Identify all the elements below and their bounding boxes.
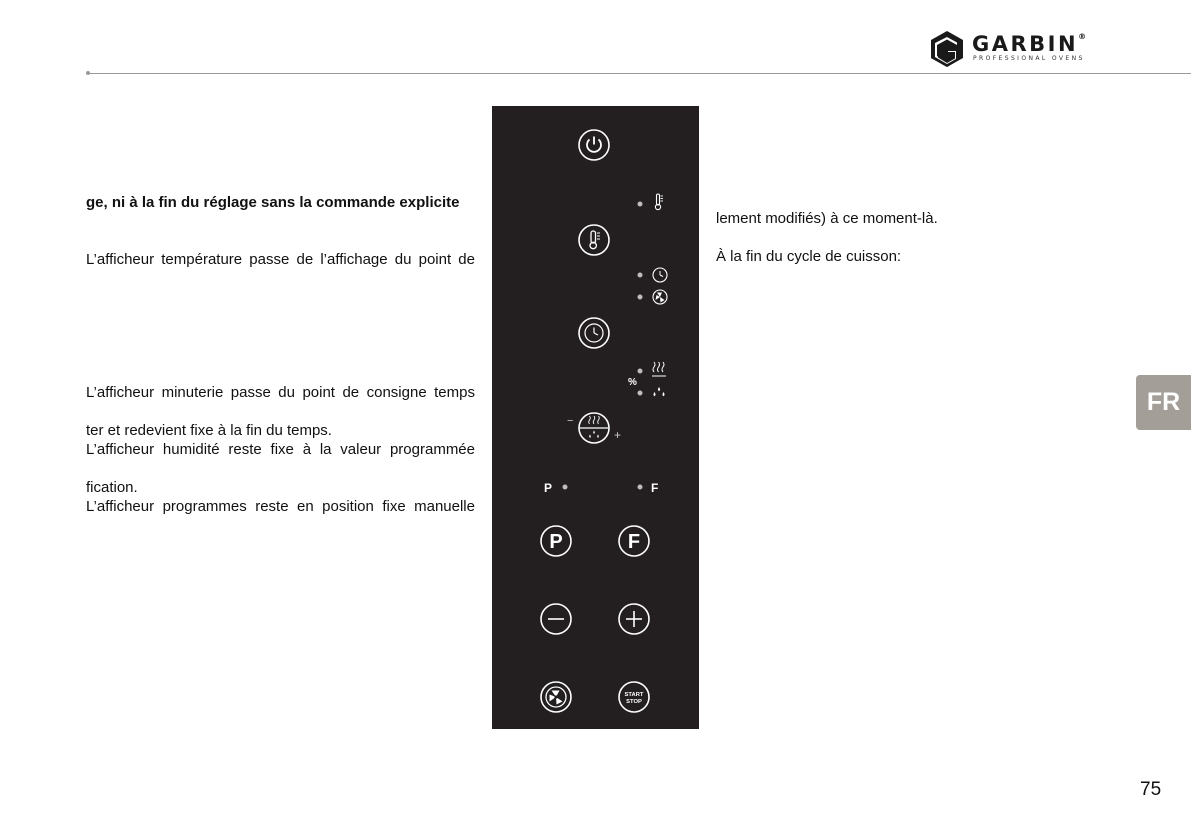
humidity-plus-sign: +	[614, 428, 622, 442]
temperature-led	[638, 202, 643, 207]
plus-icon	[626, 611, 642, 627]
right-text-line-2: À la fin du cycle de cuisson:	[716, 248, 902, 265]
fan-led	[638, 295, 643, 300]
fan-small-icon	[653, 290, 667, 304]
power-icon	[587, 137, 601, 152]
control-panel-svg	[492, 106, 699, 729]
clock-small-icon	[653, 268, 667, 282]
humidity-minus-sign: −	[567, 415, 574, 427]
minus-button[interactable]	[541, 604, 571, 634]
steam-icon	[589, 416, 600, 424]
humidity-percent-label: %	[628, 377, 637, 388]
drops-icon	[589, 431, 599, 438]
dehumidify-led	[638, 391, 643, 396]
left-text-line-5: L’afficheur humidité reste fixe à la valeur programmée	[86, 441, 475, 458]
thermometer-small-icon	[655, 194, 663, 210]
brand-text: GARBIN	[972, 32, 1079, 56]
header-rule	[88, 73, 1191, 74]
thermometer-icon	[590, 231, 600, 249]
registered-mark: ®	[1078, 32, 1087, 41]
language-tab: FR	[1136, 375, 1191, 430]
plus-button[interactable]	[619, 604, 649, 634]
humidity-selector[interactable]	[579, 413, 609, 443]
brand-name	[972, 32, 1086, 56]
left-text-line-4: ter et redevient fixe à la fin du temps.	[86, 422, 332, 439]
program-button-label: P	[549, 531, 563, 553]
function-button[interactable]	[619, 526, 649, 556]
start-stop-button[interactable]	[619, 682, 649, 712]
function-button-label: F	[627, 531, 641, 553]
function-led	[638, 485, 643, 490]
program-led	[563, 485, 568, 490]
left-text-line-3: L’afficheur minuterie passe du point de consigne temps	[86, 384, 475, 401]
drops-small-icon	[654, 387, 665, 396]
function-led-label: F	[651, 481, 659, 495]
garbin-logo	[928, 30, 1108, 70]
temperature-button[interactable]	[579, 225, 609, 255]
garbin-logo-icon	[928, 30, 966, 68]
timer-led	[638, 273, 643, 278]
start-label: START	[624, 692, 644, 698]
control-panel-illustration	[492, 106, 699, 729]
left-text-line-6: fication.	[86, 479, 138, 496]
steam-small-icon	[652, 362, 666, 376]
brand-tagline: PROFESSIONAL OVENS	[973, 55, 1085, 62]
fan-icon	[550, 691, 563, 705]
left-text-line-7: L’afficheur programmes reste en position fixe manuelle	[86, 498, 475, 515]
clock-icon	[585, 324, 603, 342]
left-text-line-2: L’afficheur température passe de l’affichage du point de	[86, 251, 475, 268]
page-number: 75	[1140, 779, 1162, 800]
power-button[interactable]	[579, 130, 609, 160]
fan-button[interactable]	[541, 682, 571, 712]
left-text-line-1: ge, ni à la fin du réglage sans la commande explicite	[86, 194, 460, 211]
steam-led	[638, 369, 643, 374]
right-text-line-1: lement modifiés) à ce moment-là.	[716, 210, 938, 227]
stop-label: STOP	[626, 699, 642, 705]
timer-button[interactable]	[579, 318, 609, 348]
program-button[interactable]	[541, 526, 571, 556]
program-led-label: P	[544, 481, 553, 495]
